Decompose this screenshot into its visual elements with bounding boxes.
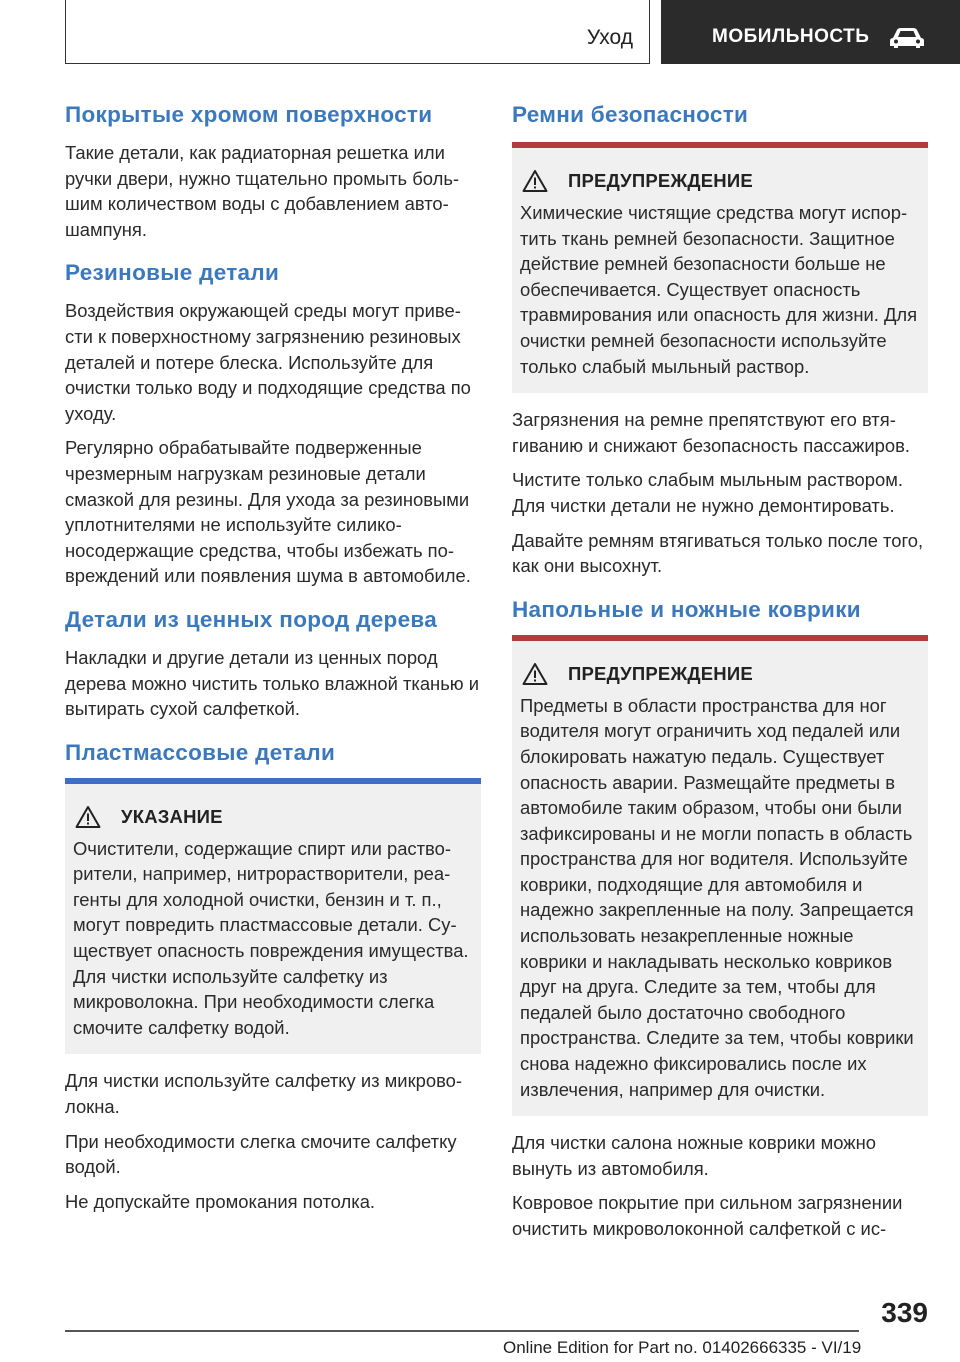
- right-column: [512, 100, 928, 1252]
- edition-footer: Online Edition for Part no. 01402666335 - VI/19: [503, 1338, 862, 1357]
- header-chapter-tab: [661, 0, 960, 64]
- warning-title: ПРЕДУПРЕЖДЕНИЕ: [568, 170, 753, 191]
- warning-text: Предметы в области пространства для ног водителя могут ограничить ход педалей или блокировать нажатую педаль. Существует опасность аварии. Размещайте предметы в автомобиле таким образом, чтобы они были зафиксированы и не могли попасть в область пространства для ног водителя. Используйте коврики, подходящие для автомобиля и надежно закрепленные на полу. Запрещается использовать незакрепленные ножные коврики и накладывать несколько ковриков друг на друга. Следите за тем, чтобы для педалей было достаточно свободного пространства. Следите за тем, чтобы коврики снова надежно фиксировались после их извлечения, например для очистки.: [520, 694, 914, 1100]
- mats-paragraph-1: Для чистки салона ножные коврики можно вынуть из автомобиля.: [512, 1132, 876, 1179]
- chrome-paragraph: Такие детали, как радиаторная решетка или ручки двери, нужно тщательно промыть большим количеством воды с добавлением автошампуня.: [65, 142, 460, 240]
- notice-text: Очистители, содержащие спирт или растворители, например, нитрорастворители, реагенты для холодной очистки, бензин и т. п., могут повредить пластмассовые детали. Существует опасность повреждения имущества. Для чистки используйте салфетку из микроволокна. При необходимости слегка смочите салфетку водой.: [73, 837, 469, 1038]
- car-icon: [887, 26, 927, 50]
- wood-paragraph: Накладки и другие детали из ценных пород дерева можно чистить только влажной тканью и вытирать сухой салфеткой.: [65, 646, 479, 720]
- header-section-box: [65, 0, 650, 64]
- warning-text: Химические чистящие средства могут испортить ткань ремней безопасности. Защитное действие ремней безопасности больше не обеспечивается. Существует опасность травмирования или опасность для жизни. Для очистки ремней безопасности используйте только слабый мыльный раствор.: [520, 202, 918, 377]
- chrome-section: [65, 100, 481, 242]
- belts-heading: Ремни безопасности: [512, 102, 749, 127]
- plastic-heading: Пластмассовые детали: [65, 739, 336, 765]
- warning-triangle-icon: [522, 662, 548, 686]
- mats-heading: Напольные и ножные коврики: [512, 596, 861, 622]
- warning-header: [520, 164, 920, 198]
- notice-header: [73, 800, 473, 834]
- plastic-paragraph-3: Не допускайте промокания потолка.: [65, 1190, 376, 1212]
- rubber-section: [65, 258, 481, 589]
- plastic-section: [65, 738, 481, 1215]
- chrome-heading: Покрытые хромом поверхности: [65, 102, 433, 127]
- header-chapter-label: МОБИЛЬНОСТЬ: [712, 26, 870, 47]
- warning-triangle-icon: [75, 805, 101, 829]
- header-section-title: Уход: [586, 26, 633, 49]
- mats-section: [512, 595, 928, 1242]
- warning-triangle-icon: [522, 169, 548, 193]
- rubber-paragraph-2: Регулярно обрабатывайте подверженные чрезмерным нагрузкам резиновые детали смазкой для резины. Для ухода за резиновыми уплотнителями не используйте силиконосодержащие средства, чтобы избежать повреждений или появления шума в автомобиле.: [65, 437, 471, 587]
- left-column: [65, 100, 481, 1224]
- plastic-notice-box: [65, 784, 481, 1055]
- belts-paragraph-2: Чистите только слабым мыльным раствором. Для чистки детали не нужно демонтировать.: [512, 469, 903, 516]
- warning-title: ПРЕДУПРЕЖДЕНИЕ: [568, 662, 753, 684]
- rubber-paragraph-1: Воздействия окружающей среды могут привести к поверхностному загрязнению резиновых деталей и потере блеска. Используйте для очистки только воду и подходящие средства по уходу.: [65, 300, 471, 424]
- belts-warning-box: [512, 148, 928, 393]
- belts-paragraph-1: Загрязнения на ремне препятствуют его втягиванию и снижают безопасность пассажиров.: [512, 409, 910, 456]
- notice-title: УКАЗАНИЕ: [121, 805, 223, 827]
- warning-header: [520, 657, 920, 691]
- mats-paragraph-2: Ковровое покрытие при сильном загрязнении очистить микроволоконной салфеткой с ис-: [512, 1192, 903, 1239]
- mats-warning-box: [512, 641, 928, 1117]
- rubber-heading: Резиновые детали: [65, 260, 280, 286]
- wood-section: [65, 605, 481, 722]
- wood-heading: Детали из ценных пород дерева: [65, 606, 438, 632]
- belts-paragraph-3: Давайте ремням втягиваться только после того, как они высохнут.: [512, 529, 924, 577]
- plastic-paragraph-1: Для чистки используйте салфетку из микроволокна.: [65, 1070, 462, 1118]
- plastic-paragraph-2: При необходимости слегка смочите салфетку водой.: [65, 1130, 457, 1178]
- belts-section: [512, 100, 928, 579]
- page-number: 339: [881, 1297, 928, 1328]
- footer-divider: [65, 1330, 859, 1332]
